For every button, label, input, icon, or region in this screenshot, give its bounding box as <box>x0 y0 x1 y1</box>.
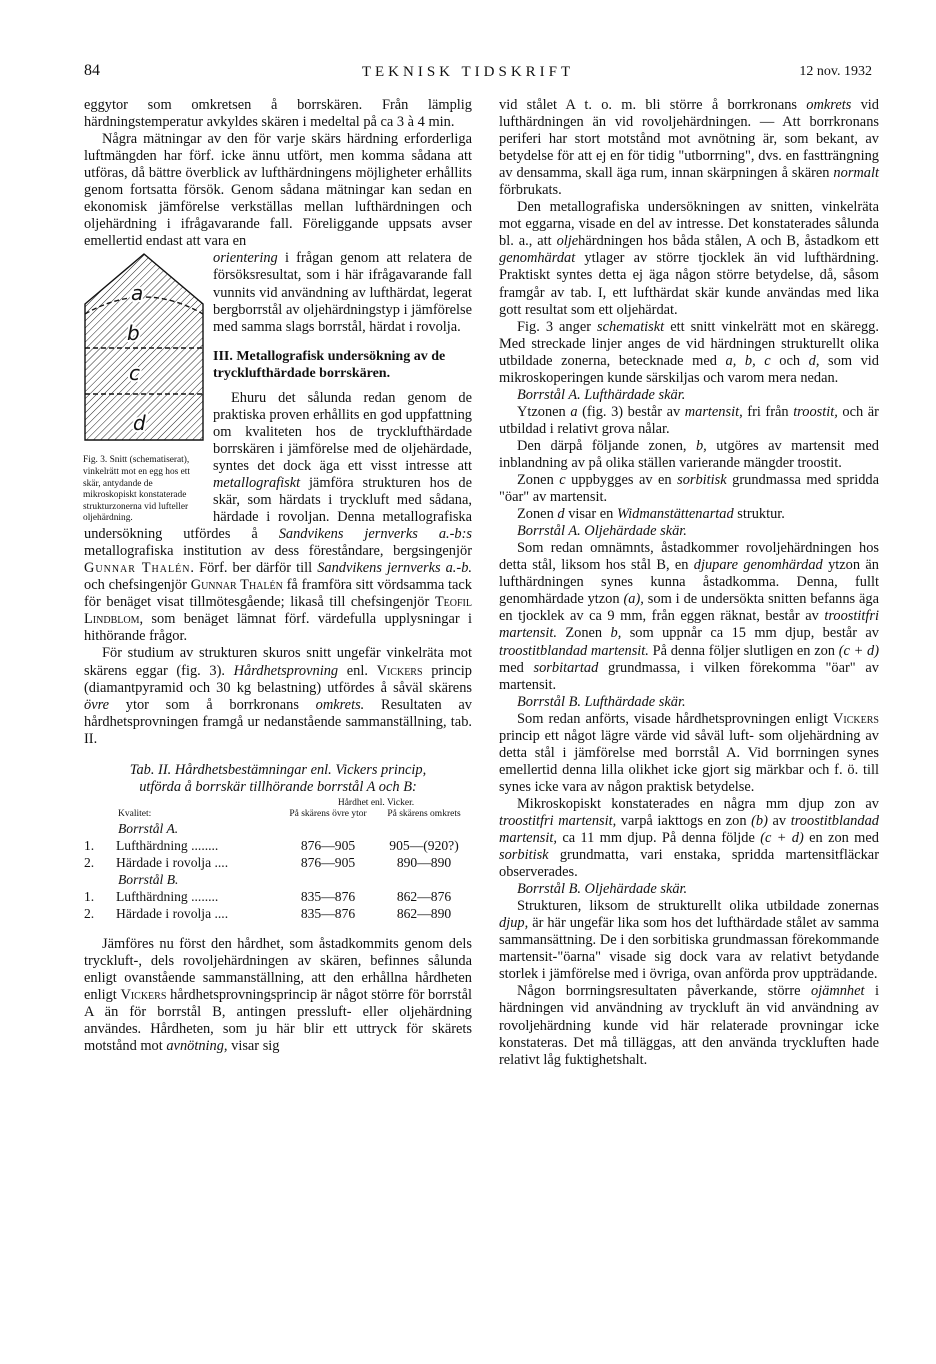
subheading: Borrstål B. Oljehärdade skär. <box>517 881 688 898</box>
zone-label-a: a <box>131 281 144 306</box>
journal-title: TEKNISK TIDSKRIFT <box>361 64 575 80</box>
paragraph: Någon borrningsresultaten påverkande, större ojämnhet i härdningen vid användning av tryckluft än vid användning av rovoljehärdning kunde vid här relaterade provningar icke konstateras. Det må tilläggas, att den använda tryckluften hade relativt låg fuktighetshalt. <box>499 983 879 1068</box>
paragraph: Fig. 3 anger schematiskt ett snitt vinkelrätt mot en skäregg. Med streckade linjer anges de vid härdningen strukturellt olika utbildade zonerna, betecknade med a, b, c och d, som vid mikroskoperingen kunde särskiljas och varom mera nedan. <box>499 318 879 386</box>
table-row: 2. Härdade i rovolja .... 835—876 862—890 <box>84 905 452 921</box>
table-row: 2. Härdade i rovolja .... 876—905 890—890 <box>84 854 452 870</box>
zone-label-b: b <box>127 321 140 346</box>
paragraph: Jämföres nu först den hårdhet, som åstadkommits genom dels tryckluft-, dels rovoljehärdningen av skären, befinnes sålunda enligt ovanstående sammanställning, att den erhållna hårdheten enligt Vickers hårdhetsprovningsprincip är något större för borrstål A än för borrstål B, antingen pressluft- eller oljehärdning användes. Hårdheten, som ju här blir ett uttryck för skärets motstånd mot avnötning, visar sig <box>84 935 473 1055</box>
section-heading: III. Metallografisk undersökning av de trycklufthärdade borrskären. <box>213 348 446 381</box>
table-header-quality: Kvalitet: <box>118 808 152 819</box>
table-title: Tab. II. Hårdhetsbestämningar enl. Vickers princip, utförda å borrskär tillhörande borrstål A och B: <box>129 761 427 795</box>
issue-date: 12 nov. 1932 <box>799 64 872 79</box>
paragraph: Några mätningar av den för varje skärs härdning erforderliga luftmängden har förf. icke ännu utfört, men komma sådana att utföras, då bättre överblick av lufthärdningens möjligheter erhållits genom fortsatta försök. Genom sådana mätningar kan sedan en ekonomisk jämförelse verkställas mellan lufthärdningen och oljehärdning i ifrågavarande fall. Föreliggande uppsats avser emellertid endast att vara en <box>84 131 472 250</box>
right-column <box>499 97 879 1069</box>
table-group: Borrstål B. <box>118 871 179 887</box>
zone-label-c: c <box>129 361 140 386</box>
paragraph: Ehuru det sålunda redan genom de praktiska proven erhållits en god uppfattning om kvaliteten hos de trycklufthärdade borrskären i jämförelse med de oljehärdade, syntes det dock äga ett visst intresse att metallografiskt jämföra strukturen hos de skär, som härdats i tryckluft med sådana, härdade i rovoljan. Denna metallografiska undersökning utfördes å Sandvikens jernverks a.-b:s metallografiska institution av dess föreståndare, bergsingenjör Gunnar Thalén. Förf. ber därför till Sandvikens jernverks a.-b. och chefsingenjör Gunnar Thalén få framföra sitt vördsamma tack för benäget visat tillmötesgående; likaså till chefsingenjör Teofil Lindblom, som benäget lämnat förf. värdefulla upplysningar i hithörande frågor. <box>84 389 472 645</box>
table-group-header: Hårdhet enl. Vicker. <box>337 797 415 808</box>
paragraph: Som redan anförts, visade hårdhetsprovningen enligt Vickers princip ett något lägre värde vid såväl luft- som oljehärdning av detta stål i jämförelse med borrstål A. Vid borrningen synes emellertid denna lilla olikhet icke gjort sig märkbar och f. ö. till synes icke vara av någon praktisk betydelse. <box>499 710 879 795</box>
paragraph: Den därpå följande zonen, b, utgöres av martensit med inblandning av på olika ställen varierande mängder troostit. <box>499 437 879 471</box>
paragraph: Ytzonen a (fig. 3) består av martensit, fri från troostit, och är utbildad i relativt grova nålar. <box>499 403 879 437</box>
left-column: eggytor som omkretsen å borrskären. Från lämplig härdningstemperatur avkyldes skären i medeltal på ca 3 à 4 min. Några mätningar av den för varje skärs härdning erforderliga luftmängden har förf. icke ännu utfört, men komma sådana att utföras, då bättre överblick av lufthärdningens möjligheter erhållits genom fortsatta försök. Genom sådana mätningar kan sedan en ekonomisk jämförelse verkställas mellan lufthärdningen och oljehärdning i ifrågavarande fall. Föreliggande uppsats avser emellertid endast att vara en a b c d Fig. 3. Snitt (schematiserat), vinkelrätt mot en egg hos ett skär, antydande de mikroskopiskt konstaterade strukturzonerna vid lufteller oljehärdning. orientering i frågan genom att relatera de försöksresultat, som i här ifrågavarande fall vunnits vid användning av lufthärdat, legerat bergborrstål av oljehärdningstyp i jämförelse med samma slags borrstål, härdat i rovolja. III. Metallografisk undersökning av de trycklufthärdade borrskären. Ehuru det sålunda redan genom de praktiska proven erhållits en god uppfattning om kvaliteten hos de trycklufthärdade borrskären i jämförelse med de oljehärdade, syntes det dock äga ett visst intresse att metallografiskt jämföra strukturen hos de skär, som härdats i tryckluft med sådana, härdade i rovoljan. Denna metallografiska undersökning utfördes å Sandvikens jernverks a.-b:s metallografiska institution av dess föreståndare, bergsingenjör Gunnar Thalén. Förf. ber därför till Sandvikens jernverks a.-b. och chefsingenjör Gunnar Thalén få framföra sitt vördsamma tack för benäget visat tillmötesgående; likaså till chefsingenjör Teofil Lindblom, som benäget lämnat förf. värdefulla upplysningar i hithörande frågor. För studium av strukturen skuros snitt ungefär vinkelräta mot skärens eggar (fig. 3). Hårdhetsprovning enl. Vickers princip (diamantpyramid och 30 kg belastning) utfördes å såväl skärens övre ytor som å borrkronans omkrets. Resultaten av hårdhetsprovningen framgå ur nedanstående sammanställning, tab. II. Tab. II. Hårdhetsbestämningar enl. Vickers princip, utförda å borrskär tillhörande borrstål A och B: Hårdhet enl. Vicker. Kvalitet: På skärens övre ytor På skärens omkrets Borrstål A. 1. Lufthärdning ........ 876—905 905—(920?) 2. Härdade i rovolja .... 876—905 890—890 Borrstål B. 1. Lufthärdning ........ 835—876 862—876 2. Härdade i rovolja .... 835—876 862—890 Jämföres nu först den hårdhet, som åstadkommits genom dels tryckluft-, dels rovoljehärdningen av skären, befinnes sålunda enligt ovanstående sammanställning, att den erhållna hårdheten enligt Vickers hårdhetsprovningsprincip är något större för borrstål A än för borrstål B, antingen pressluft- eller oljehärdning användes. Hårdheten, som ju här blir ett uttryck för skärets motstånd mot avnötning, visar sig <box>83 97 473 1055</box>
table-group: Borrstål A. <box>118 820 179 836</box>
table-header-outer: På skärens omkrets <box>387 808 461 819</box>
subheading: Borrstål A. Lufthärdade skär. <box>517 386 686 403</box>
paragraph: eggytor som omkretsen å borrskären. Från lämplig härdningstemperatur avkyldes skären i medeltal på ca 3 à 4 min. <box>84 97 472 131</box>
figure-caption: Fig. 3. Snitt (schematiserat), vinkelrätt mot en egg hos ett skär, antydande de mikroskopiskt konstaterade strukturzonerna vid lufteller oljehärdning. <box>83 455 191 524</box>
hardness-table <box>84 798 472 922</box>
paragraph: Som redan omnämnts, åstadkommer rovoljehärdningen hos detta stål, liksom hos stål B, en djupare genomhärdad ytzon än lufthärdningen synes kunna åstadkomma. Denna, fullt genomhärdade ytzon (a), som i de undersökta snitten befanns äga en tjocklek av ca 9 mm, från eggen räknat, består av troostitfri martensit. Zonen b, som uppnår ca 15 mm djup, består av troostitblandad martensit. På denna följer slutligen en zon (c + d) med sorbitartad grundmassa, i vilken förekomma "öar" av martensit. <box>499 540 879 693</box>
subheading: Borrstål B. Lufthärdade skär. <box>517 693 686 710</box>
subheading: Borrstål A. Oljehärdade skär. <box>517 523 687 540</box>
paragraph: vid stålet A t. o. m. bli större å borrkronans omkrets vid lufthärdningen än vid rovoljehärdningen. — Att borrkronans periferi har stort motstånd mot avnötning är, som bekant, av betydelse för att ej en för tidig "utborrning", dvs. en fastträngning av densamma, skall äga rum, innan skärpningen å skären normalt förbrukats. <box>499 97 879 199</box>
paragraph: Zonen d visar en Widmanstättenartad struktur. <box>517 506 785 523</box>
paragraph: Strukturen, liksom de strukturellt olika utbildade zonernas djup, är här ungefär lika som hos det lufthärdade stålet av samma sammansättning. De i den sorbitiska grundmassan förekommande martensit-"öarna" visade sig dock vara av relativt betydande storlek i jämförelse med i övriga, ovan anförda prov uppträdande. <box>499 898 879 983</box>
paragraph: Den metallografiska undersökningen av snitten, vinkelräta mot eggarna, visade en del av intresse. Det konstaterades sålunda bl. a., att oljehärdningen hos båda stålen, A och B, åstadkom ett genomhärdat ytlager av större tjocklek än vid lufthärdning. Praktiskt syntes detta ej äga någon större betydelse, då, såsom framgår av tab. I, ett lufthärdat skär kunde användas med lika gott resultat som ett oljehärdat. <box>499 199 879 318</box>
zone-diagram <box>83 252 205 442</box>
table-row: 1. Lufthärdning ........ 835—876 862—876 <box>84 888 452 904</box>
figure-3 <box>83 252 205 525</box>
table-header-upper: På skärens övre ytor <box>289 808 367 819</box>
paragraph: Zonen c uppbygges av en sorbitisk grundmassa med spridda "öar" av martensit. <box>499 472 879 506</box>
page-number: 84 <box>84 62 100 79</box>
zone-label-d: d <box>133 411 146 436</box>
table-row: 1. Lufthärdning ........ 876—905 905—(920?) <box>84 837 459 853</box>
paragraph: För studium av strukturen skuros snitt ungefär vinkelräta mot skärens eggar (fig. 3). Hårdhetsprovning enl. Vickers princip (diamantpyramid och 30 kg belastning) utfördes å såväl skärens övre ytor som å borrkronans omkrets. Resultaten av hårdhetsprovningen framgå ur nedanstående sammanställning, tab. II. <box>84 645 472 747</box>
paragraph: Mikroskopiskt konstaterades en några mm djup zon av troostitfri martensit, varpå iakttogs en zon (b) av troostitblandad martensit, ca 11 mm djup. På denna följde (c + d) en zon med sorbitisk grundmatta, vari enstaka, spridda martensitfläckar observerades. <box>499 795 879 881</box>
